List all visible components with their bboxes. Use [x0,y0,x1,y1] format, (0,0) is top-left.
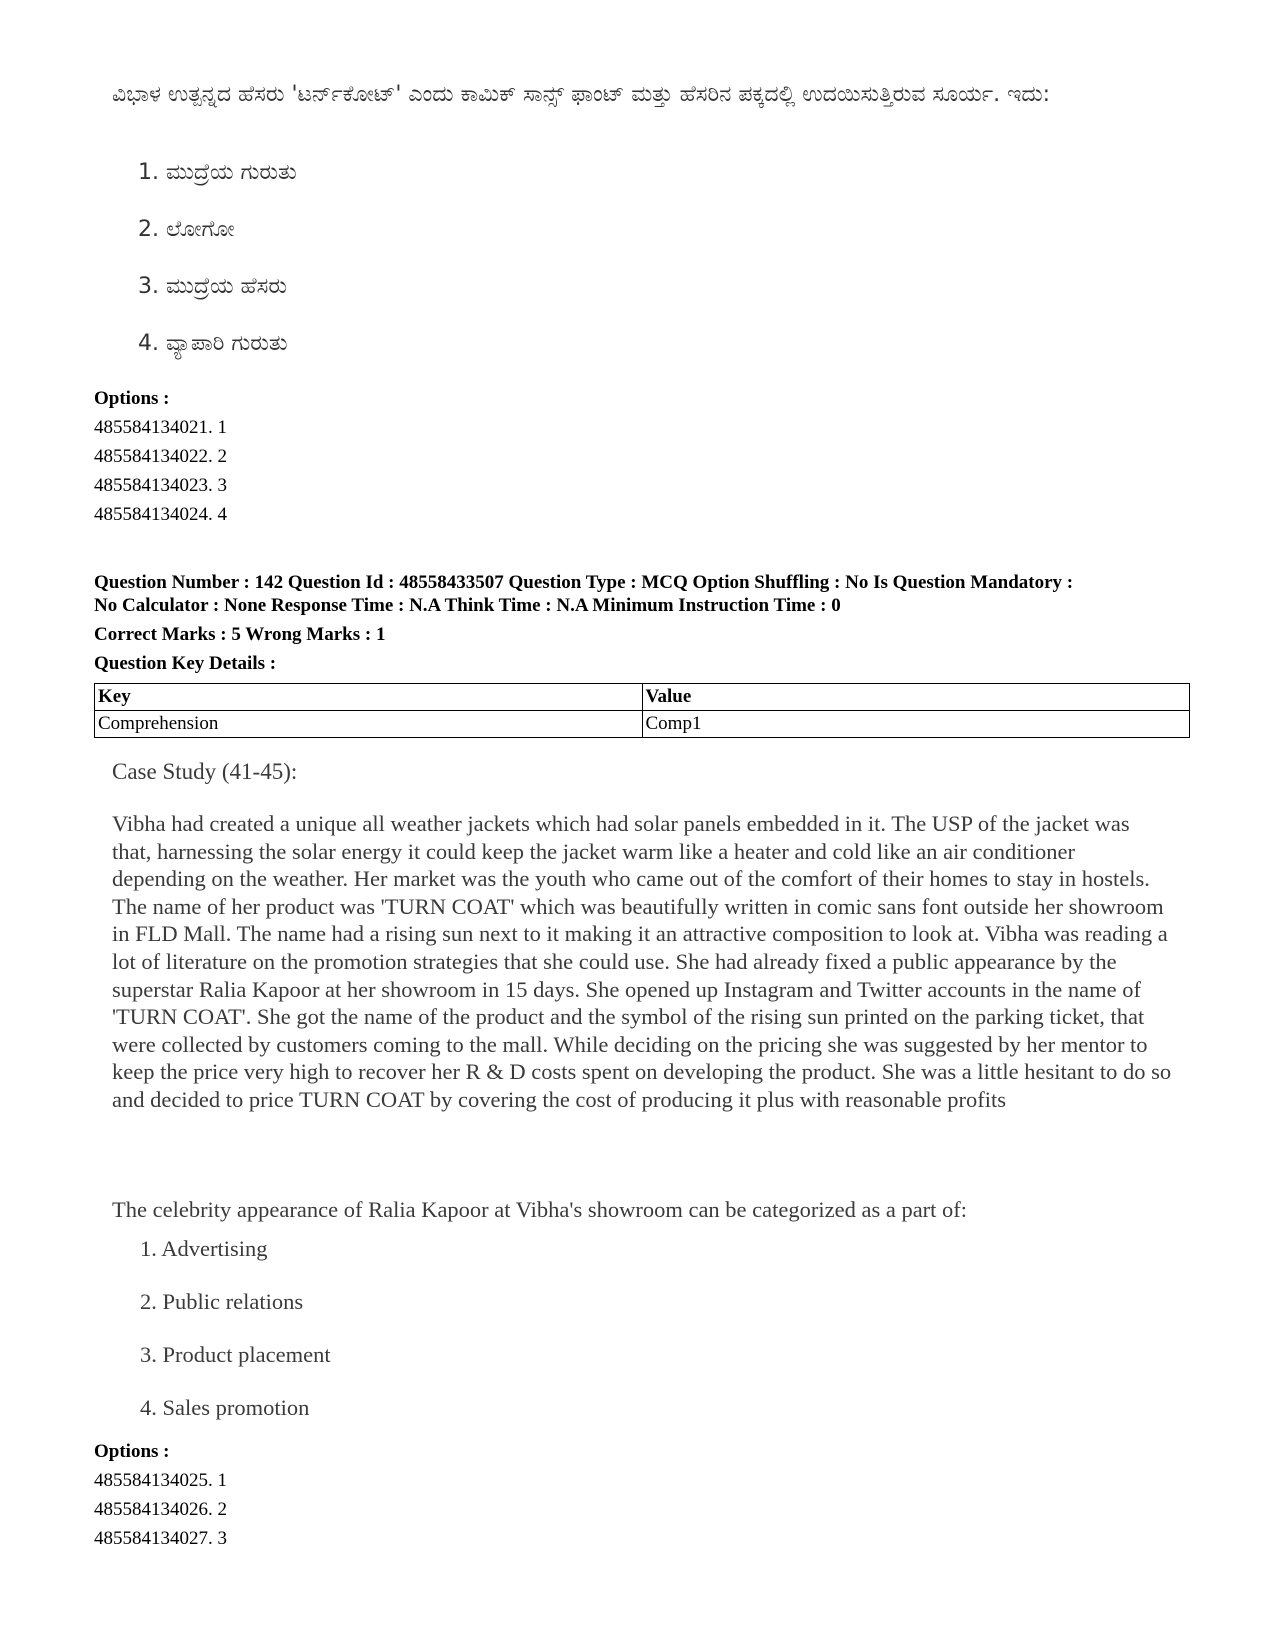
options-label: Options : [94,1441,170,1462]
prev-option: 485584134021. 1 [94,417,227,438]
key-details-label: Question Key Details : [94,653,277,674]
choice: 1. Advertising [140,1236,268,1261]
prev-choice: 1. ಮುದ್ರೆಯ ಗುರುತು [138,160,297,185]
option: 485584134025. 1 [94,1470,227,1491]
case-study-body: Vibha had created a unique all weather jackets which had solar panels embedded in it. The USP of the jacket was that, harnessing the solar energy it could keep the jacket warm like a heater and cold like an air conditioner depending on the weather. Her market was the youth who came out of the comfort of their homes to stay in hostels. The name of her product was 'TURN COAT' which was beautifully written in comic sans font outside her showroom in FLD Mall. The name had a rising sun next to it making it an attractive composition to look at. Vibha was reading a lot of literature on the promotion strategies that she could use. She had already fixed a public appearance by the superstar Ralia Kapoor at her showroom in 15 days. She opened up Instagram and Twitter accounts in the name of 'TURN COAT'. She got the name of the product and the symbol of the rising sun printed on the parking ticket, that were collected by customers coming to the mall. While deciding on the pricing she was suggested by her mentor to keep the price very high to recover her R & D costs spent on developing the product. She was a little hesitant to do so and decided to price TURN COAT by covering the cost of producing it plus with reasonable profits [112,811,1172,1112]
choice: 2. Public relations [140,1289,304,1314]
question-text: The celebrity appearance of Ralia Kapoor at Vibha's showroom can be categorized as a part of: [112,1197,968,1222]
choice: 3. Product placement [140,1342,331,1367]
prev-choice: 3. ಮುದ್ರೆಯ ಹೆಸರು [138,274,287,299]
prev-option: 485584134023. 3 [94,475,227,496]
question-meta-line2: No Calculator : None Response Time : N.A Think Time : N.A Minimum Instruction Time : 0 [94,595,841,616]
prev-options-label: Options : [94,388,170,409]
question-marks: Correct Marks : 5 Wrong Marks : 1 [94,624,386,645]
table-header-row [95,684,1190,711]
key-details-table [94,683,1190,738]
table-cell-key: Comprehension [95,711,643,738]
table-row [95,711,1190,738]
option: 485584134026. 2 [94,1499,227,1520]
question-meta-line1: Question Number : 142 Question Id : 48558433507 Question Type : MCQ Option Shuffling : No Is Question Mandatory : [94,572,1074,593]
option: 485584134027. 3 [94,1528,227,1549]
table-header-value: Value [642,684,1190,711]
prev-option: 485584134022. 2 [94,446,227,467]
prev-choice: 2. ಲೋಗೋ [138,217,235,242]
table-header-key: Key [95,684,643,711]
prev-option: 485584134024. 4 [94,504,227,525]
prev-choice: 4. ವ್ಯಾಪಾರಿ ಗುರುತು [138,331,288,356]
choice: 4. Sales promotion [140,1395,310,1420]
case-study-title: Case Study (41-45): [112,759,298,784]
table-cell-value: Comp1 [642,711,1190,738]
prev-question-text: ವಿಭಾಳ ಉತ್ಪನ್ನದ ಹೆಸರು 'ಟರ್ನ್‌ಕೋಟ್' ಎಂದು ಕಾಮಿಕ್ ಸಾನ್ಸ್ ಫಾಂಟ್ ಮತ್ತು ಹೆಸರಿನ ಪಕ್ಕದಲ್ಲಿ ಉದಯಿಸುತ್ತಿರುವ ಸೂರ್ಯ. ಇದು: [112,82,1051,107]
